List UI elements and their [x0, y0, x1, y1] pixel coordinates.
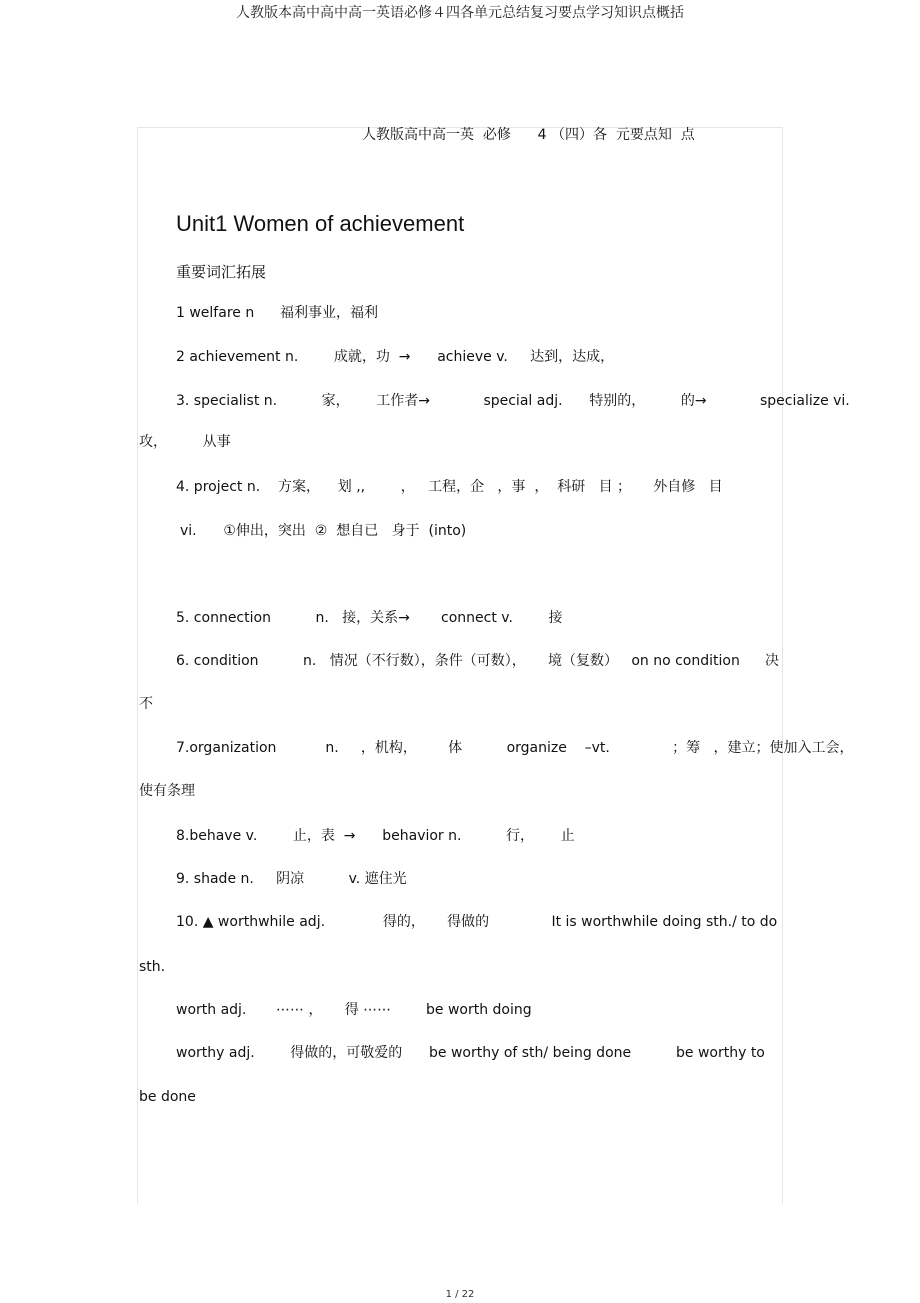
entry-project: 4. project n. 方案， 划 ,, ， 工程，企 ，事 ， 科研 目 ； 外自修 目 — [176, 479, 723, 495]
entry-organization: 7.organization n. ，机构， 体 organize –vt. ；筹 ，建立；使加入工会， — [176, 740, 854, 756]
entry-worthy-usage: be worthy of sth/ being done — [429, 1045, 632, 1061]
document-title: 人教版高中高一英 必修 4 （四）各 元要点知 点 — [362, 127, 695, 143]
entry-worthy: worthy adj. 得做的，可敬爱的 — [176, 1045, 403, 1061]
section-label: 重要词汇拓展 — [176, 263, 267, 281]
unit-title: Unit1 Women of achievement — [176, 211, 465, 236]
entry-worth-meaning: ⋯⋯ ， 得 ⋯⋯ — [276, 1002, 392, 1018]
entry-connection: 5. connection n. 接，关系→ connect v. 接 — [176, 610, 563, 626]
entry-project-vi: vi. ①伸出，突出 ② 想自已 身于 (into) — [180, 523, 467, 539]
entry-worthwhile: 10. ▲ worthwhile adj. 得的， 得做的 It is worthwhile doing sth./ to do — [176, 914, 778, 930]
entry-welfare-meaning: 福利事业，福利 — [280, 305, 378, 321]
entry-worth: worth adj. — [176, 1002, 247, 1018]
entry-achievement: 2 achievement n. 成就，功 → achieve v. 达到，达成， — [176, 349, 615, 365]
entry-worthy-cont: be done — [139, 1089, 196, 1105]
page-number: 1 / 22 — [445, 1289, 475, 1300]
entry-organization-cont: 使有条理 — [139, 783, 195, 799]
entry-worthy-usage-2: be worthy to — [676, 1045, 765, 1061]
entry-condition-end: 决 — [765, 653, 779, 669]
entry-shade: 9. shade n. 阴凉 v. 遮住光 — [176, 871, 407, 887]
entry-worthwhile-cont: sth. — [139, 959, 166, 975]
page-header: 人教版本高中高中高一英语必修４四各单元总结复习要点学习知识点概括 — [236, 5, 684, 21]
entry-behave: 8.behave v. 止，表 → behavior n. 行， 止 — [176, 828, 575, 844]
entry-condition-cont: 不 — [139, 696, 153, 712]
entry-condition: 6. condition n. 情况（不行数），条件（可数）， 境（复数） on no condition — [176, 653, 740, 669]
entry-specialist-cont: 攻， 从事 — [139, 434, 231, 450]
entry-worth-usage: be worth doing — [426, 1002, 532, 1018]
entry-welfare: 1 welfare n — [176, 305, 255, 321]
entry-specialist: 3. specialist n. 家， 工作者→ special adj. 特别的， 的→ specialize vi. — [176, 393, 850, 409]
